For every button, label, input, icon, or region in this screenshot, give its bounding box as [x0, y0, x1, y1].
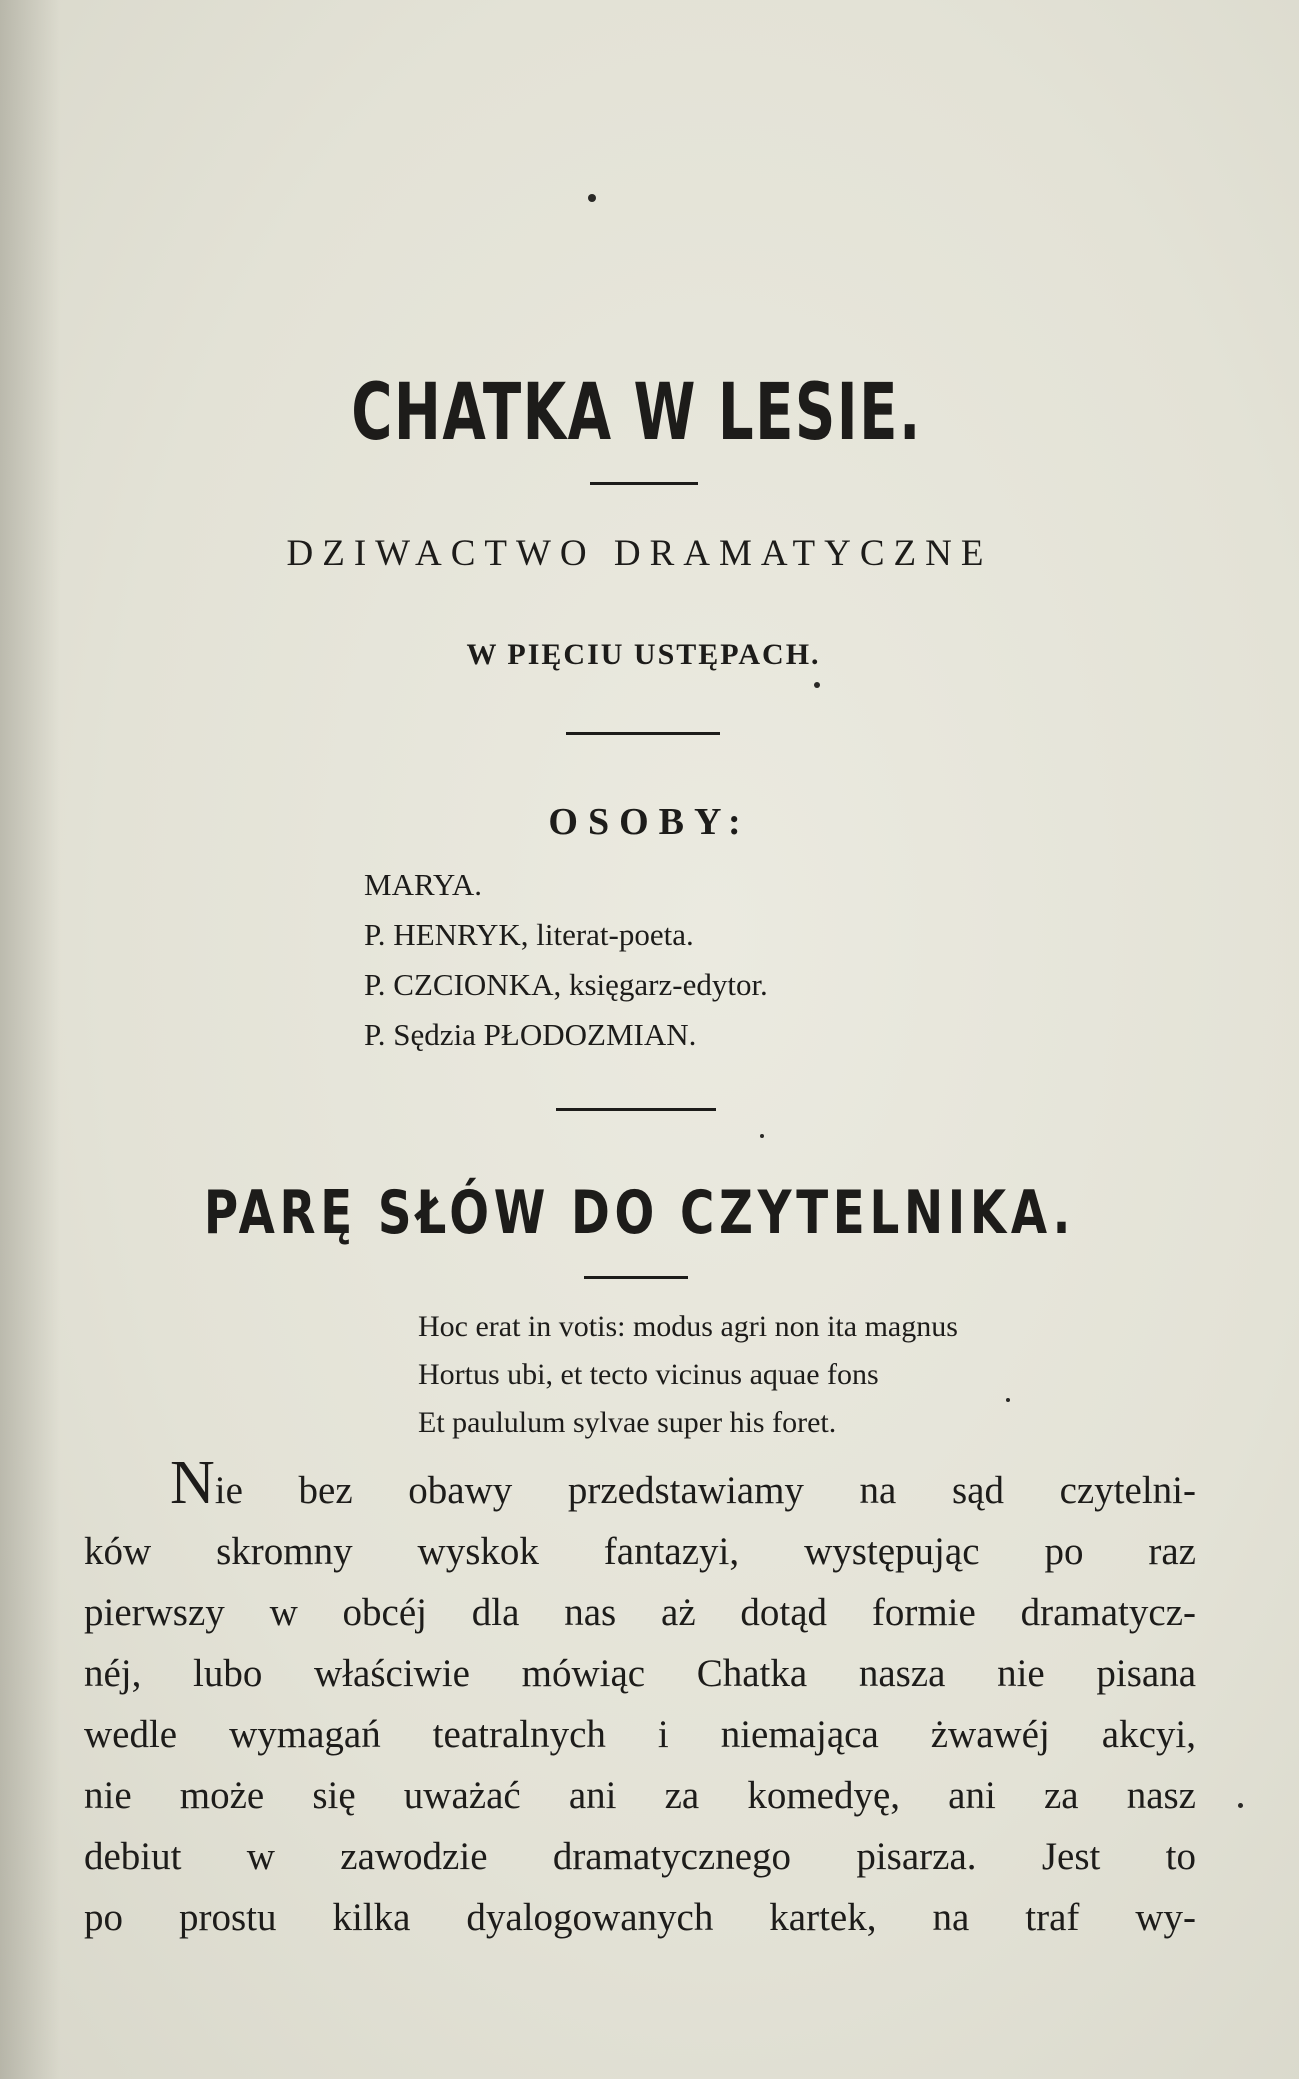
epigraph-line: Hoc erat in votis: modus agri non ita magnus [418, 1310, 958, 1343]
body-line: nie może się uważać ani za komedyę, ani za nasz [84, 1774, 1196, 1817]
body-line: pierwszy w obcéj dla nas aż dotąd formie dramatycz- [84, 1591, 1196, 1634]
body-line-text: ie bez obawy przedstawiamy na sąd czytelni- [214, 1469, 1196, 1512]
subtitle: DZIWACTWO DRAMATYCZNE [286, 533, 993, 574]
subsubtitle: W PIĘCIU USTĘPACH. [466, 638, 821, 671]
paper-speck [760, 1134, 764, 1138]
body-line: néj, lubo właściwie mówiąc Chatka nasza nie pisana [84, 1652, 1196, 1695]
body-line [84, 1449, 1196, 1521]
paper-speck [588, 194, 596, 202]
body-line: debiut w zawodzie dramatycznego pisarza. Jest to [84, 1835, 1196, 1878]
body-line: po prostu kilka dyalogowanych kartek, na traf wy- [84, 1896, 1196, 1939]
cast-rule [556, 1108, 716, 1111]
cast-list [364, 860, 768, 1060]
subtitle-rule [566, 732, 720, 735]
epigraph-line: Et paululum sylvae super his foret. [418, 1406, 837, 1439]
page-title: CHATKA W LESIE. [351, 368, 922, 458]
cast-item: P. Sędzia PŁODOZMIAN. [364, 1017, 697, 1052]
body-paragraph [84, 1449, 1196, 1948]
cast-item: MARYA. [364, 867, 483, 902]
gutter-shadow [0, 0, 60, 2079]
body-line: wedle wymagań teatralnych i niemająca żwawéj akcyi, [84, 1713, 1196, 1756]
body-line: ków skromny wyskok fantazyi, występując po raz [84, 1530, 1196, 1573]
epigraph [418, 1303, 958, 1447]
paper-speck [1006, 1398, 1010, 1402]
drop-cap: N [170, 1449, 215, 1517]
section-rule [584, 1276, 688, 1279]
title-rule [590, 482, 698, 485]
paper-speck [1238, 1803, 1243, 1808]
cast-item: P. CZCIONKA, księgarz-edytor. [364, 967, 768, 1002]
cast-item: P. HENRYK, literat-poeta. [364, 917, 694, 952]
cast-heading: OSOBY: [548, 801, 751, 843]
paper-speck [814, 682, 820, 688]
epigraph-line: Hortus ubi, et tecto vicinus aquae fons [418, 1358, 879, 1391]
section-heading: PARĘ SŁÓW DO CZYTELNIKA. [203, 1178, 1076, 1248]
